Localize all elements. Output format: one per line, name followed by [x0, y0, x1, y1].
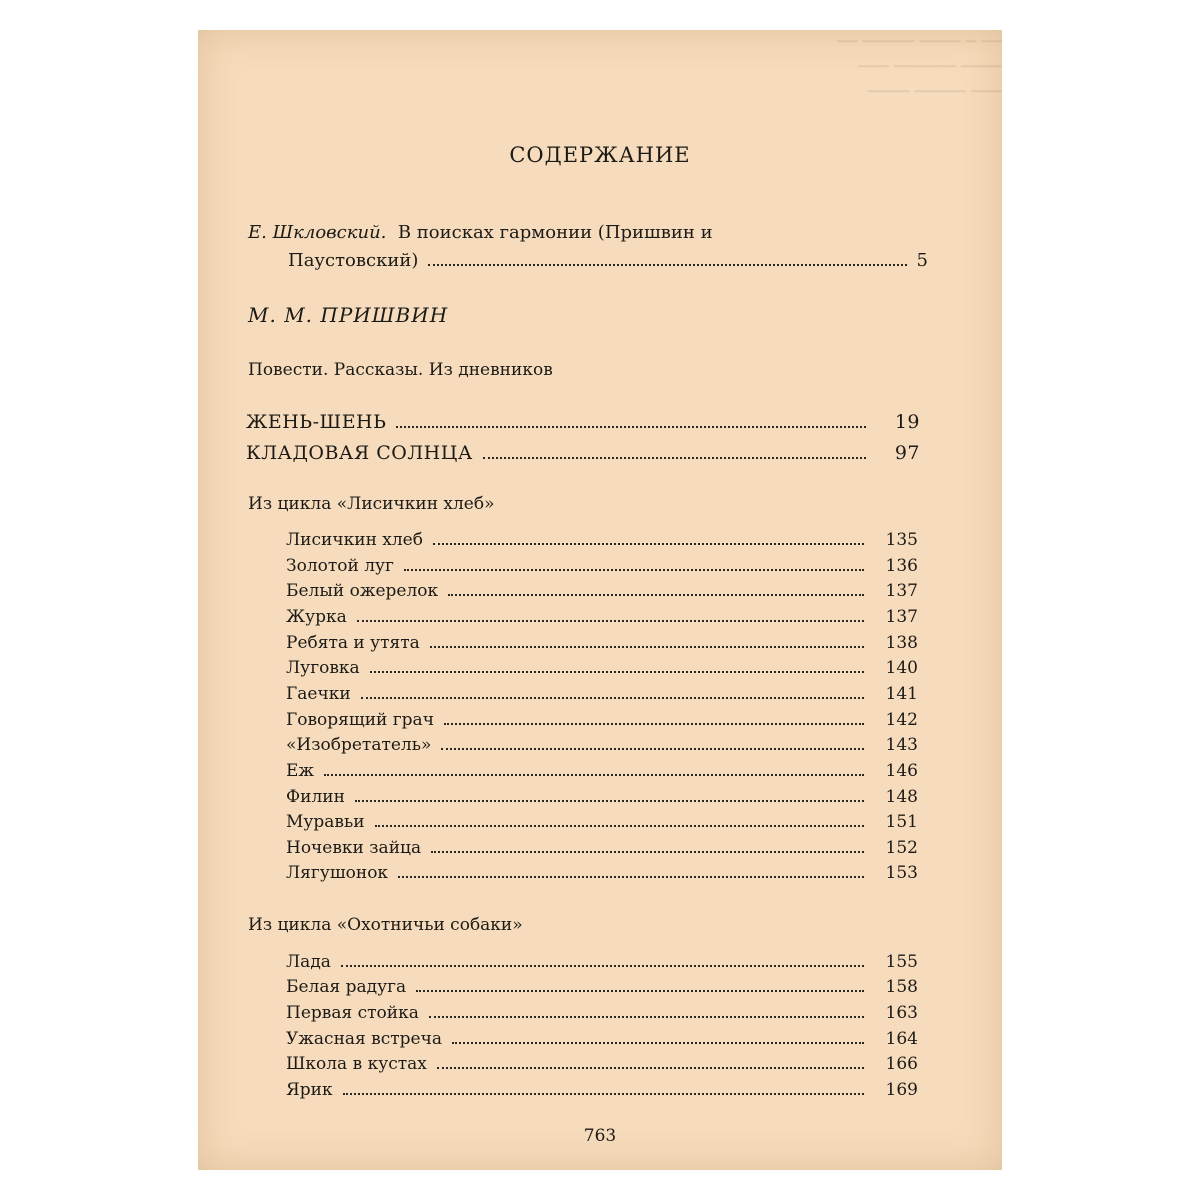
section-subtitle: Повести. Рассказы. Из дневников [248, 360, 553, 380]
intro-author: Е. Шкловский. [248, 222, 387, 243]
toc-row[interactable] [286, 684, 918, 704]
toc-title: Лада [286, 952, 331, 972]
leader-dots [430, 645, 864, 648]
leader-dots [483, 456, 866, 459]
toc-row[interactable] [286, 581, 918, 601]
toc-row[interactable] [286, 556, 918, 576]
toc-page: 135 [885, 530, 918, 550]
toc-page: 166 [885, 1054, 918, 1074]
toc-page: 164 [885, 1029, 918, 1049]
toc-row[interactable] [286, 1029, 918, 1049]
toc-page: 143 [885, 735, 918, 755]
toc-row[interactable] [286, 1054, 918, 1074]
toc-row[interactable] [286, 735, 918, 755]
leader-dots [433, 542, 864, 545]
toc-row[interactable] [286, 838, 918, 858]
leader-dots [431, 850, 864, 853]
toc-page: 19 [894, 411, 920, 433]
toc-title: Первая стойка [286, 1003, 419, 1023]
leader-dots [404, 568, 864, 571]
section-author: М. М. ПРИШВИН [248, 303, 449, 327]
intro-page: 5 [916, 250, 928, 271]
leader-dots [444, 722, 864, 725]
leader-dots [357, 619, 864, 622]
toc-title: Еж [286, 761, 315, 781]
leader-dots [437, 1066, 864, 1069]
toc-row[interactable] [286, 812, 918, 832]
toc-title: Ужасная встреча [286, 1029, 442, 1049]
toc-row[interactable] [286, 787, 918, 807]
toc-title: Филин [286, 787, 345, 807]
toc-row[interactable] [286, 633, 918, 653]
toc-page: 153 [885, 863, 918, 883]
toc-row[interactable] [286, 710, 918, 730]
toc-title: Лягушонок [286, 863, 389, 883]
page-number: 763 [583, 1126, 617, 1146]
leader-dots [370, 670, 864, 673]
toc-title: Белая радуга [286, 977, 407, 997]
toc-page: 137 [885, 607, 918, 627]
toc-title: Луговка [286, 658, 360, 678]
toc-row[interactable] [286, 607, 918, 627]
toc-title: Ребята и утята [286, 633, 420, 653]
toc-title: Муравьи [286, 812, 365, 832]
toc-row-major[interactable] [246, 442, 920, 464]
page-title: СОДЕРЖАНИЕ [509, 143, 691, 167]
toc-title: Ярик [286, 1080, 333, 1100]
leader-dots [361, 696, 864, 699]
toc-page: 155 [885, 952, 918, 972]
toc-page: 138 [885, 633, 918, 653]
toc-page: 140 [885, 658, 918, 678]
toc-title: Лисичкин хлеб [286, 530, 423, 550]
toc-title: Золотой луг [286, 556, 394, 576]
leader-dots [452, 1041, 864, 1044]
intro-text-2: Паустовский) [288, 250, 419, 271]
leader-dots [448, 593, 864, 596]
leader-dots [324, 773, 864, 776]
leader-dots [355, 799, 864, 802]
leader-dots [341, 964, 864, 967]
intro-line-1 [248, 219, 928, 247]
toc-page: 163 [885, 1003, 918, 1023]
leader-dots [428, 263, 906, 266]
toc-page: 137 [885, 581, 918, 601]
toc-row[interactable] [286, 1080, 918, 1100]
toc-page: 142 [885, 710, 918, 730]
toc-page: 146 [885, 761, 918, 781]
toc-title: Белый ожерелок [286, 581, 439, 601]
toc-row[interactable] [286, 952, 918, 972]
toc-row-major[interactable] [246, 411, 920, 433]
toc-title: КЛАДОВАЯ СОЛНЦА [246, 442, 473, 464]
toc-title: Журка [286, 607, 347, 627]
intro-line-2 [248, 247, 928, 275]
toc-row[interactable] [286, 1003, 918, 1023]
toc-page: 97 [894, 442, 920, 464]
toc-row[interactable] [286, 658, 918, 678]
leader-dots [429, 1015, 864, 1018]
toc-page: 158 [885, 977, 918, 997]
toc-row[interactable] [286, 530, 918, 550]
cycle-heading: Из цикла «Лисичкин хлеб» [248, 494, 495, 514]
leader-dots [396, 425, 866, 428]
leader-dots [416, 989, 864, 992]
toc-row[interactable] [286, 863, 918, 883]
leader-dots [441, 747, 864, 750]
toc-row[interactable] [286, 977, 918, 997]
toc-title: Говорящий грач [286, 710, 434, 730]
intro-entry[interactable] [248, 219, 928, 275]
toc-title: Гаечки [286, 684, 351, 704]
toc-title: «Изобретатель» [286, 735, 432, 755]
toc-page: 151 [885, 812, 918, 832]
leader-dots [398, 875, 864, 878]
toc-row[interactable] [286, 761, 918, 781]
toc-title: ЖЕНЬ-ШЕНЬ [246, 411, 387, 433]
toc-page: 152 [885, 838, 918, 858]
toc-page: 141 [885, 684, 918, 704]
leader-dots [375, 824, 864, 827]
toc-page: 169 [885, 1080, 918, 1100]
bleed-through-text: ── ─ ──── ───── ── ──── ────── ─── ─── ───── ──── [837, 32, 1002, 102]
toc-page: 148 [885, 787, 918, 807]
toc-title: Ночевки зайца [286, 838, 422, 858]
toc-title: Школа в кустах [286, 1054, 427, 1074]
leader-dots [343, 1092, 864, 1095]
cycle-heading: Из цикла «Охотничьи собаки» [248, 915, 523, 935]
intro-text-1: В поисках гармонии (Пришвин и [397, 222, 713, 243]
toc-page: 136 [885, 556, 918, 576]
